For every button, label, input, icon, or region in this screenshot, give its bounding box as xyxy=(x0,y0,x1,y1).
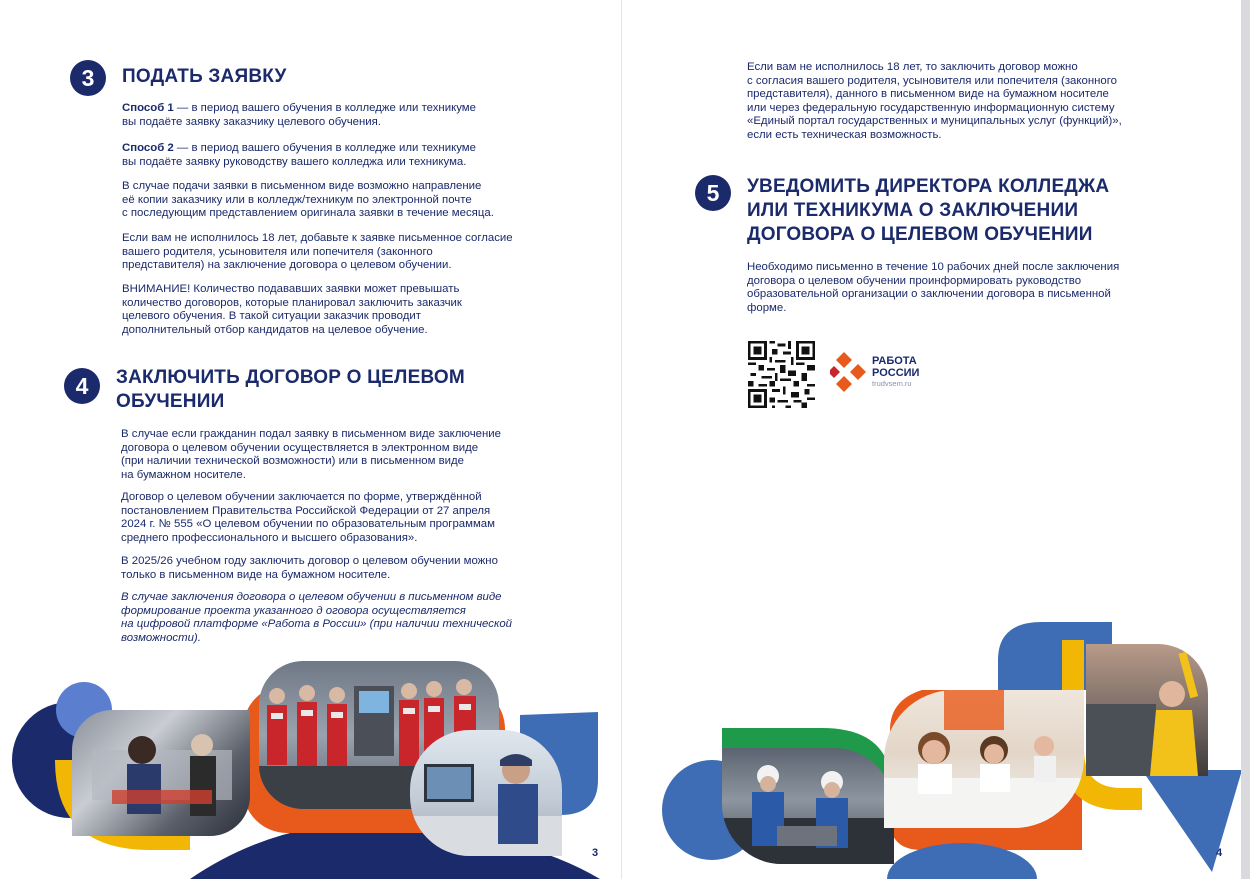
step-5-number: 5 xyxy=(706,179,720,206)
text-line: В случае заключения договора о целевом обучении в письменном виде xyxy=(121,591,502,603)
step-4-paragraph-4 xyxy=(121,591,591,645)
step-4-badge xyxy=(64,368,100,404)
text-line: формирование проекта указанного д оговора осуществляется xyxy=(121,604,466,617)
page-number-left: 3 xyxy=(592,847,599,859)
text-line: или через федеральную государственную информационную систему xyxy=(747,101,1115,114)
workshop-girl-photo xyxy=(1086,644,1208,776)
text-line: договора о целевом обучении проинформировать руководство xyxy=(747,274,1082,287)
computer-student-photo xyxy=(410,730,562,856)
text-line: на цифровой платформе «Работа в России» (при наличии технической xyxy=(121,618,513,631)
step-4-paragraph-1 xyxy=(121,428,591,482)
logo-url: trudvsem.ru xyxy=(872,379,912,388)
guardian-consent-paragraph xyxy=(747,61,1187,143)
qr-code-icon[interactable] xyxy=(748,341,815,408)
method-1-text-a: — в период вашего обучения в колледже или техникуме xyxy=(173,102,476,114)
text-line: Если вам не исполнилось 18 лет, то заключить договор можно xyxy=(747,61,1078,73)
step-5-title xyxy=(747,175,1109,247)
method-2-label: Способ 2 xyxy=(122,142,174,154)
text-line: (при наличии технической возможности) или в письменном виде xyxy=(121,455,464,468)
text-line: Необходимо письменно в течение 10 рабочих дней после заключения xyxy=(747,261,1120,273)
step-4-number: 4 xyxy=(75,372,89,399)
step-3-number: 3 xyxy=(81,64,95,91)
left-page xyxy=(0,0,622,879)
step-4-title xyxy=(116,366,465,414)
text-line: возможности). xyxy=(121,631,201,644)
logo-line-1: РАБОТА xyxy=(872,355,917,367)
notify-director-paragraph xyxy=(747,261,1187,315)
method-2-text-b: вы подаёте заявку руководству вашего колледжа или техникума. xyxy=(122,155,467,168)
text-line: В 2025/26 учебном году заключить договор о целевом обучении можно xyxy=(121,555,498,567)
text-line: представителя), данного в письменном виде на бумажном носителе xyxy=(747,88,1109,101)
blue-triangle-shape xyxy=(1142,770,1242,872)
page-edge xyxy=(1241,0,1250,879)
method-1-label: Способ 1 xyxy=(122,102,174,114)
text-line: её копии заказчику или в колледж/техникум по электронной почте xyxy=(122,193,472,206)
classroom-photo xyxy=(884,690,1084,828)
text-line: представителя) на заключение договора о целевом обучении. xyxy=(122,259,452,272)
text-line: количество договоров, которые планировал заключить заказчик xyxy=(122,296,462,309)
text-line: постановлением Правительства Российской Федерации от 27 апреля xyxy=(121,504,491,517)
copy-submission-paragraph xyxy=(122,180,592,221)
step-3-badge xyxy=(70,60,106,96)
step-3-title: ПОДАТЬ ЗАЯВКУ xyxy=(122,66,287,87)
step-5-title-line-1: УВЕДОМИТЬ ДИРЕКТОРА КОЛЛЕДЖА xyxy=(747,176,1110,197)
text-line: только в письменном виде на бумажном носителе. xyxy=(121,568,391,581)
step-5-title-line-2: ИЛИ ТЕХНИКУМА О ЗАКЛЮЧЕНИИ xyxy=(747,200,1079,221)
step-4-title-line-2: ОБУЧЕНИИ xyxy=(116,391,225,412)
workshop-photo xyxy=(72,710,250,836)
text-line: если есть техническая возможность. xyxy=(747,128,942,141)
text-line: Договор о целевом обучении заключается по форме, утверждённой xyxy=(121,491,482,503)
text-line: целевого обучения. В такой ситуации заказчик проводит xyxy=(122,310,421,323)
text-line: дополнительный отбор кандидатов на целевое обучение. xyxy=(122,323,428,336)
text-line: ВНИМАНИЕ! Количество подававших заявки может превышать xyxy=(122,283,460,295)
text-line: В случае подачи заявки в письменном виде возможно направление xyxy=(122,180,482,192)
text-line: среднего профессионального и высшего образования». xyxy=(121,531,418,544)
text-line: Если вам не исполнилось 18 лет, добавьте к заявке письменное согласие xyxy=(122,232,513,244)
step-5-badge xyxy=(695,175,731,211)
text-line: с последующим представлением оригинала заявки в течение месяца. xyxy=(122,207,494,220)
minor-consent-paragraph xyxy=(122,232,592,273)
text-line: на бумажном носителе. xyxy=(121,468,246,481)
workers-photo xyxy=(722,748,894,864)
step-4-paragraph-3 xyxy=(121,555,591,582)
step-4-paragraph-2 xyxy=(121,491,591,545)
right-page xyxy=(622,0,1250,879)
logo-line-2: РОССИИ xyxy=(872,367,920,379)
text-line: «Единый портал государственных и муниципальных услуг (функций)», xyxy=(747,115,1122,128)
step-4-title-line-1: ЗАКЛЮЧИТЬ ДОГОВОР О ЦЕЛЕВОМ xyxy=(116,367,465,388)
method-1-text-b: вы подаёте заявку заказчику целевого обучения. xyxy=(122,115,381,128)
rabota-rossii-logo[interactable] xyxy=(830,352,919,392)
text-line: В случае если гражданин подал заявку в письменном виде заключение xyxy=(121,428,501,440)
text-line: вашего родителя, усыновителя или попечителя (законного xyxy=(122,245,433,258)
method-2-paragraph xyxy=(122,142,582,169)
method-2-text-a: — в период вашего обучения в колледже или техникуме xyxy=(173,142,476,154)
text-line: образовательной организации о заключении договора в письменной xyxy=(747,288,1111,301)
text-line: 2024 г. № 555 «О целевом обучении по образовательным программам xyxy=(121,518,495,531)
rabota-rossii-logo-icon xyxy=(830,352,866,392)
rabota-rossii-logo-text xyxy=(872,355,919,389)
attention-paragraph xyxy=(122,283,592,337)
method-1-paragraph xyxy=(122,102,582,129)
text-line: договора о целевом обучении осуществляется в электронном виде xyxy=(121,441,479,454)
page-number-right: 4 xyxy=(1216,847,1223,859)
text-line: с согласия вашего родителя, усыновителя или попечителя (законного xyxy=(747,74,1117,87)
step-5-title-line-3: ДОГОВОРА О ЦЕЛЕВОМ ОБУЧЕНИИ xyxy=(747,224,1093,245)
text-line: форме. xyxy=(747,301,787,314)
